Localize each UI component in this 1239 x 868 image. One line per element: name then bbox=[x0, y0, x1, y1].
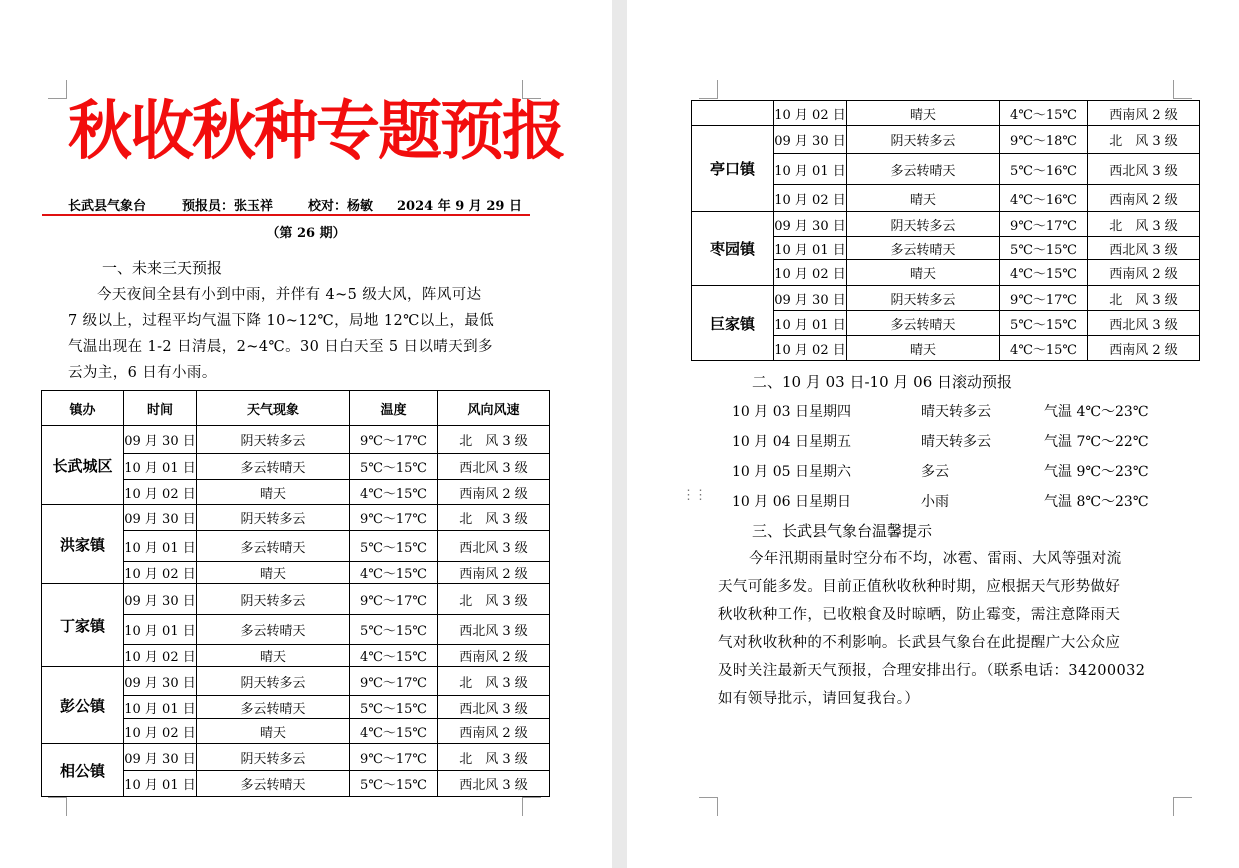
town-name-cell: 相公镇 bbox=[42, 744, 124, 797]
date-cell: 09 月 30 日 bbox=[124, 584, 197, 615]
rolling-weather: 小雨 bbox=[921, 494, 949, 510]
header-town: 镇办 bbox=[42, 391, 124, 426]
temperature-cell: 4℃～16℃ bbox=[1000, 185, 1088, 212]
temperature-cell: 5℃～15℃ bbox=[350, 615, 438, 645]
date-cell: 10 月 02 日 bbox=[124, 645, 197, 667]
wind-cell: 北 风 3 级 bbox=[438, 667, 550, 696]
document-title: 秋收秋种专题预报 bbox=[68, 94, 564, 169]
temperature-cell: 9℃～18℃ bbox=[1000, 126, 1088, 154]
town-name-cell: 亭口镇 bbox=[692, 126, 774, 212]
temperature-cell: 9℃～17℃ bbox=[350, 426, 438, 454]
temperature-cell: 9℃～17℃ bbox=[350, 505, 438, 531]
date-cell: 10 月 01 日 bbox=[774, 237, 847, 260]
rolling-temperature: 气温 8℃～23℃ bbox=[1044, 494, 1149, 510]
date-cell: 09 月 30 日 bbox=[124, 505, 197, 531]
temperature-cell: 5℃～15℃ bbox=[350, 771, 438, 797]
table-row bbox=[692, 286, 1200, 311]
wind-cell: 西南风 2 级 bbox=[1088, 185, 1200, 212]
weather-cell: 多云转晴天 bbox=[847, 311, 1000, 336]
header-wind: 风向风速 bbox=[438, 391, 550, 426]
wind-cell: 北 风 3 级 bbox=[1088, 126, 1200, 154]
weather-cell: 阴天转多云 bbox=[847, 286, 1000, 311]
red-divider-line bbox=[42, 214, 530, 216]
date-cell: 10 月 02 日 bbox=[124, 562, 197, 584]
town-name-cell bbox=[692, 101, 774, 126]
table-row bbox=[42, 744, 550, 771]
crop-mark bbox=[1173, 80, 1192, 99]
temperature-cell: 5℃～15℃ bbox=[1000, 311, 1088, 336]
wind-cell: 北 风 3 级 bbox=[1088, 286, 1200, 311]
date-cell: 10 月 02 日 bbox=[124, 719, 197, 744]
town-name-cell: 彭公镇 bbox=[42, 667, 124, 744]
rolling-temperature: 气温 4℃～23℃ bbox=[1044, 404, 1149, 420]
wind-cell: 西南风 2 级 bbox=[438, 719, 550, 744]
temperature-cell: 5℃～15℃ bbox=[350, 696, 438, 719]
wind-cell: 北 风 3 级 bbox=[438, 584, 550, 615]
weather-cell: 阴天转多云 bbox=[197, 744, 350, 771]
date-cell: 10 月 02 日 bbox=[774, 336, 847, 361]
rolling-date: 10 月 06 日星期日 bbox=[732, 494, 851, 510]
crop-mark bbox=[699, 80, 718, 99]
town-name-cell: 长武城区 bbox=[42, 426, 124, 505]
date-cell: 10 月 01 日 bbox=[124, 454, 197, 480]
date-cell: 09 月 30 日 bbox=[124, 426, 197, 454]
crop-mark bbox=[699, 797, 718, 816]
wind-cell: 西北风 3 级 bbox=[1088, 154, 1200, 185]
table-header-row bbox=[42, 391, 550, 426]
section-1-paragraph bbox=[68, 282, 538, 386]
temperature-cell: 4℃～15℃ bbox=[350, 562, 438, 584]
temperature-cell: 4℃～15℃ bbox=[1000, 260, 1088, 286]
wind-cell: 北 风 3 级 bbox=[1088, 212, 1200, 237]
date-cell: 10 月 02 日 bbox=[774, 185, 847, 212]
crop-mark bbox=[1173, 797, 1192, 816]
wind-cell: 西南风 2 级 bbox=[438, 480, 550, 505]
rolling-date: 10 月 04 日星期五 bbox=[732, 434, 851, 450]
paragraph-line: 7 级以上，过程平均气温下降 10~12℃，局地 12℃以上，最低 bbox=[68, 313, 495, 329]
paragraph-line: 今天夜间全县有小到中雨，并伴有 4~5 级大风，阵风可达 bbox=[97, 287, 482, 303]
temperature-cell: 5℃～15℃ bbox=[1000, 237, 1088, 260]
table-row bbox=[42, 505, 550, 531]
weather-cell: 阴天转多云 bbox=[197, 667, 350, 696]
temperature-cell: 9℃～17℃ bbox=[1000, 212, 1088, 237]
weather-cell: 晴天 bbox=[847, 101, 1000, 126]
table-row bbox=[42, 667, 550, 696]
weather-cell: 多云转晴天 bbox=[197, 771, 350, 797]
document-page-1 bbox=[0, 0, 612, 868]
rolling-date: 10 月 03 日星期四 bbox=[732, 404, 851, 420]
weather-cell: 晴天 bbox=[847, 185, 1000, 212]
forecast-table bbox=[41, 390, 550, 797]
issue-date: 2024 年 9 月 29 日 bbox=[397, 199, 522, 214]
wind-cell: 西南风 2 级 bbox=[1088, 260, 1200, 286]
wind-cell: 北 风 3 级 bbox=[438, 426, 550, 454]
weather-cell: 晴天 bbox=[847, 260, 1000, 286]
table-row bbox=[692, 101, 1200, 126]
drag-handle-icon[interactable]: ⋮⋮ bbox=[682, 488, 706, 503]
temperature-cell: 9℃～17℃ bbox=[350, 584, 438, 615]
town-name-cell: 丁家镇 bbox=[42, 584, 124, 667]
date-cell: 09 月 30 日 bbox=[774, 126, 847, 154]
town-name-cell: 枣园镇 bbox=[692, 212, 774, 286]
temperature-cell: 4℃～15℃ bbox=[1000, 101, 1088, 126]
temperature-cell: 4℃～15℃ bbox=[350, 480, 438, 505]
date-cell: 09 月 30 日 bbox=[774, 212, 847, 237]
paragraph-line: 天气可能多发。目前正值秋收秋种时期，应根据天气形势做好 bbox=[718, 579, 1121, 595]
temperature-cell: 5℃～15℃ bbox=[350, 454, 438, 480]
forecaster-name: 预报员：张玉祥 bbox=[182, 199, 274, 214]
temperature-cell: 4℃～15℃ bbox=[1000, 336, 1088, 361]
crop-mark bbox=[48, 80, 67, 99]
weather-cell: 晴天 bbox=[197, 562, 350, 584]
temperature-cell: 9℃～17℃ bbox=[350, 744, 438, 771]
rolling-weather: 晴天转多云 bbox=[921, 434, 991, 450]
weather-cell: 晴天 bbox=[197, 480, 350, 505]
date-cell: 10 月 01 日 bbox=[124, 696, 197, 719]
section-1-heading: 一、未来三天预报 bbox=[102, 259, 223, 277]
date-cell: 10 月 01 日 bbox=[774, 311, 847, 336]
date-cell: 10 月 01 日 bbox=[124, 531, 197, 562]
wind-cell: 西北风 3 级 bbox=[1088, 237, 1200, 260]
temperature-cell: 5℃～16℃ bbox=[1000, 154, 1088, 185]
wind-cell: 西南风 2 级 bbox=[1088, 336, 1200, 361]
wind-cell: 北 风 3 级 bbox=[438, 744, 550, 771]
office-name: 长武县气象台 bbox=[68, 199, 147, 214]
paragraph-line: 今年汛期雨量时空分布不均，冰雹、雷雨、大风等强对流 bbox=[749, 551, 1122, 567]
weather-cell: 阴天转多云 bbox=[197, 584, 350, 615]
temperature-cell: 4℃～15℃ bbox=[350, 645, 438, 667]
header-weather: 天气现象 bbox=[197, 391, 350, 426]
paragraph-line: 如有领导批示，请回复我台。） bbox=[718, 691, 920, 707]
weather-cell: 晴天 bbox=[847, 336, 1000, 361]
wind-cell: 西北风 3 级 bbox=[438, 531, 550, 562]
date-cell: 10 月 02 日 bbox=[124, 480, 197, 505]
forecast-table-continued bbox=[691, 100, 1200, 361]
wind-cell: 西南风 2 级 bbox=[1088, 101, 1200, 126]
weather-cell: 阴天转多云 bbox=[197, 505, 350, 531]
wind-cell: 西北风 3 级 bbox=[438, 615, 550, 645]
table-row bbox=[692, 126, 1200, 154]
date-cell: 10 月 02 日 bbox=[774, 260, 847, 286]
weather-cell: 阴天转多云 bbox=[847, 126, 1000, 154]
weather-cell: 多云转晴天 bbox=[197, 454, 350, 480]
town-name-cell: 洪家镇 bbox=[42, 505, 124, 584]
wind-cell: 西南风 2 级 bbox=[438, 562, 550, 584]
header-temperature: 温度 bbox=[350, 391, 438, 426]
date-cell: 09 月 30 日 bbox=[124, 744, 197, 771]
weather-cell: 多云转晴天 bbox=[197, 615, 350, 645]
issue-number: （第 26 期） bbox=[266, 226, 346, 241]
weather-cell: 多云转晴天 bbox=[847, 237, 1000, 260]
weather-cell: 多云转晴天 bbox=[847, 154, 1000, 185]
header-date: 时间 bbox=[124, 391, 197, 426]
table-row bbox=[42, 426, 550, 454]
section-3-heading: 三、长武县气象台温馨提示 bbox=[752, 522, 933, 540]
rolling-weather: 晴天转多云 bbox=[921, 404, 991, 420]
weather-cell: 晴天 bbox=[197, 645, 350, 667]
date-cell: 10 月 01 日 bbox=[774, 154, 847, 185]
crop-mark bbox=[522, 797, 541, 816]
table-row bbox=[42, 584, 550, 615]
weather-cell: 晴天 bbox=[197, 719, 350, 744]
wind-cell: 西北风 3 级 bbox=[1088, 311, 1200, 336]
temperature-cell: 4℃～15℃ bbox=[350, 719, 438, 744]
weather-cell: 多云转晴天 bbox=[197, 531, 350, 562]
wind-cell: 西北风 3 级 bbox=[438, 696, 550, 719]
paragraph-line: 秋收秋种工作，已收粮食及时晾晒，防止霉变，需注意降雨天 bbox=[718, 607, 1121, 623]
rolling-date: 10 月 05 日星期六 bbox=[732, 464, 851, 480]
date-cell: 10 月 01 日 bbox=[124, 615, 197, 645]
rolling-weather: 多云 bbox=[921, 464, 949, 480]
date-cell: 09 月 30 日 bbox=[774, 286, 847, 311]
table-row bbox=[692, 212, 1200, 237]
section-2-heading: 二、10 月 03 日-10 月 06 日滚动预报 bbox=[752, 373, 1013, 391]
date-cell: 09 月 30 日 bbox=[124, 667, 197, 696]
wind-cell: 西北风 3 级 bbox=[438, 454, 550, 480]
temperature-cell: 5℃～15℃ bbox=[350, 531, 438, 562]
date-cell: 10 月 02 日 bbox=[774, 101, 847, 126]
paragraph-line: 气温出现在 1-2 日清晨，2~4℃。30 日白天至 5 日以晴天到多 bbox=[68, 339, 493, 355]
paragraph-line: 及时关注最新天气预报，合理安排出行。（联系电话：34200032 bbox=[718, 663, 1146, 679]
section-3-paragraph bbox=[718, 545, 1158, 713]
temperature-cell: 9℃～17℃ bbox=[350, 667, 438, 696]
proofreader-name: 校对：杨敏 bbox=[308, 199, 374, 214]
wind-cell: 西南风 2 级 bbox=[438, 645, 550, 667]
date-cell: 10 月 01 日 bbox=[124, 771, 197, 797]
rolling-temperature: 气温 9℃～23℃ bbox=[1044, 464, 1149, 480]
weather-cell: 多云转晴天 bbox=[197, 696, 350, 719]
weather-cell: 阴天转多云 bbox=[197, 426, 350, 454]
weather-cell: 阴天转多云 bbox=[847, 212, 1000, 237]
wind-cell: 西北风 3 级 bbox=[438, 771, 550, 797]
paragraph-line: 气对秋收秋种的不利影响。长武县气象台在此提醒广大公众应 bbox=[718, 635, 1121, 651]
temperature-cell: 9℃～17℃ bbox=[1000, 286, 1088, 311]
crop-mark bbox=[48, 797, 67, 816]
rolling-temperature: 气温 7℃～22℃ bbox=[1044, 434, 1149, 450]
paragraph-line: 云为主，6 日有小雨。 bbox=[68, 365, 217, 381]
wind-cell: 北 风 3 级 bbox=[438, 505, 550, 531]
town-name-cell: 巨家镇 bbox=[692, 286, 774, 361]
